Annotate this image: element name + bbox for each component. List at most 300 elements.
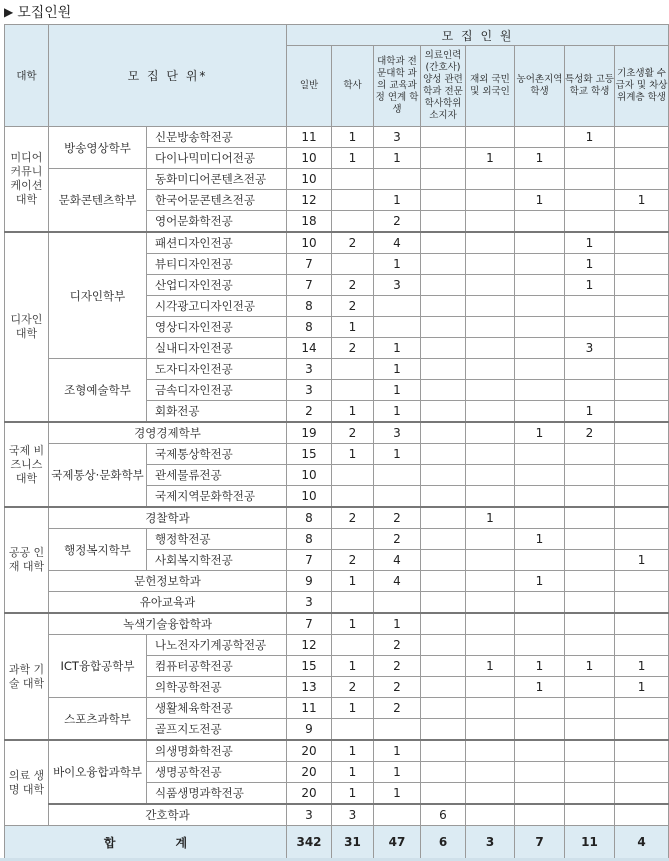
table-row bbox=[5, 804, 669, 826]
quota-cell bbox=[615, 232, 669, 254]
quota-cell: 1 bbox=[374, 444, 421, 465]
total-cell: 6 bbox=[421, 826, 466, 859]
quota-cell bbox=[421, 698, 466, 719]
quota-cell bbox=[515, 380, 565, 401]
quota-cell bbox=[615, 254, 669, 275]
quota-cell: 2 bbox=[332, 550, 374, 571]
quota-cell: 1 bbox=[565, 254, 615, 275]
quota-cell bbox=[466, 592, 515, 614]
quota-cell bbox=[421, 486, 466, 508]
table-row bbox=[5, 169, 669, 190]
major-name: 영어문화학전공 bbox=[147, 211, 287, 233]
major-name: 신문방송학전공 bbox=[147, 127, 287, 148]
quota-cell bbox=[515, 592, 565, 614]
major-name: 나노전자기계공학전공 bbox=[147, 635, 287, 656]
table-row bbox=[5, 592, 669, 614]
total-cell: 11 bbox=[565, 826, 615, 859]
quota-cell bbox=[466, 296, 515, 317]
quota-cell bbox=[515, 296, 565, 317]
quota-cell bbox=[515, 465, 565, 486]
major-name: 행정학전공 bbox=[147, 529, 287, 550]
total-label bbox=[5, 826, 287, 859]
quota-cell bbox=[421, 169, 466, 190]
quota-cell: 1 bbox=[374, 401, 421, 423]
quota-cell bbox=[615, 613, 669, 635]
quota-cell bbox=[615, 444, 669, 465]
quota-cell bbox=[515, 232, 565, 254]
quota-cell bbox=[332, 211, 374, 233]
quota-cell bbox=[615, 296, 669, 317]
quota-cell bbox=[515, 613, 565, 635]
quota-cell: 4 bbox=[374, 232, 421, 254]
quota-cell bbox=[332, 359, 374, 380]
total-label-1: 합 bbox=[103, 835, 116, 850]
quota-cell: 10 bbox=[287, 169, 332, 190]
quota-cell bbox=[615, 592, 669, 614]
quota-cell bbox=[421, 444, 466, 465]
quota-cell bbox=[515, 698, 565, 719]
quota-cell: 3 bbox=[287, 804, 332, 826]
table-row bbox=[5, 613, 669, 635]
quota-cell bbox=[421, 296, 466, 317]
quota-cell bbox=[421, 232, 466, 254]
quota-cell bbox=[565, 465, 615, 486]
major-name: 도자디자인전공 bbox=[147, 359, 287, 380]
quota-cell bbox=[565, 740, 615, 762]
total-label-2: 계 bbox=[175, 835, 188, 850]
quota-cell bbox=[565, 698, 615, 719]
quota-cell: 2 bbox=[374, 677, 421, 698]
quota-cell bbox=[466, 359, 515, 380]
quota-cell: 6 bbox=[421, 804, 466, 826]
quota-cell: 1 bbox=[515, 529, 565, 550]
total-cell: 342 bbox=[287, 826, 332, 859]
quota-cell: 19 bbox=[287, 422, 332, 444]
quota-cell: 18 bbox=[287, 211, 332, 233]
table-row bbox=[5, 127, 669, 148]
quota-cell bbox=[615, 211, 669, 233]
admission-quota-table bbox=[4, 24, 669, 859]
quota-cell: 1 bbox=[565, 401, 615, 423]
quota-cell: 1 bbox=[374, 190, 421, 211]
quota-cell bbox=[615, 762, 669, 783]
quota-cell bbox=[615, 401, 669, 423]
table-row bbox=[5, 571, 669, 592]
college-name: 과학 기술 대학 bbox=[5, 613, 49, 740]
header-col-6: 특성화 고등학교 학생 bbox=[565, 46, 615, 127]
quota-cell bbox=[615, 486, 669, 508]
quota-cell bbox=[466, 677, 515, 698]
quota-cell bbox=[615, 359, 669, 380]
quota-cell: 1 bbox=[515, 677, 565, 698]
quota-cell: 4 bbox=[374, 571, 421, 592]
quota-cell bbox=[515, 338, 565, 359]
quota-cell bbox=[615, 529, 669, 550]
quota-cell bbox=[466, 211, 515, 233]
quota-cell bbox=[332, 529, 374, 550]
quota-cell: 8 bbox=[287, 529, 332, 550]
quota-cell: 15 bbox=[287, 444, 332, 465]
quota-cell bbox=[421, 190, 466, 211]
quota-cell bbox=[615, 148, 669, 169]
quota-cell bbox=[515, 783, 565, 805]
quota-cell bbox=[421, 677, 466, 698]
quota-cell: 1 bbox=[374, 762, 421, 783]
quota-cell: 2 bbox=[374, 211, 421, 233]
quota-cell: 10 bbox=[287, 465, 332, 486]
major-name: 의학공학전공 bbox=[147, 677, 287, 698]
quota-cell: 1 bbox=[374, 380, 421, 401]
quota-cell bbox=[374, 592, 421, 614]
major-name: 의생명화학전공 bbox=[147, 740, 287, 762]
quota-cell bbox=[615, 804, 669, 826]
quota-cell bbox=[515, 211, 565, 233]
quota-cell: 1 bbox=[332, 740, 374, 762]
quota-cell: 3 bbox=[374, 422, 421, 444]
quota-cell bbox=[615, 127, 669, 148]
total-cell: 3 bbox=[466, 826, 515, 859]
quota-cell bbox=[515, 127, 565, 148]
quota-cell bbox=[421, 148, 466, 169]
quota-cell bbox=[421, 359, 466, 380]
quota-cell: 8 bbox=[287, 507, 332, 529]
quota-cell: 2 bbox=[374, 635, 421, 656]
quota-cell bbox=[515, 275, 565, 296]
quota-cell: 11 bbox=[287, 698, 332, 719]
quota-cell bbox=[421, 550, 466, 571]
quota-cell: 1 bbox=[515, 148, 565, 169]
quota-cell: 20 bbox=[287, 783, 332, 805]
quota-cell: 8 bbox=[287, 317, 332, 338]
unit-name: 경영경제학부 bbox=[49, 422, 287, 444]
quota-cell: 10 bbox=[287, 148, 332, 169]
quota-cell bbox=[421, 275, 466, 296]
section-title-text: 모집인원 bbox=[17, 4, 72, 20]
quota-cell bbox=[466, 422, 515, 444]
quota-cell bbox=[332, 465, 374, 486]
college-name: 의료 생명 대학 bbox=[5, 740, 49, 826]
quota-cell bbox=[332, 169, 374, 190]
division-name: 디자인학부 bbox=[49, 232, 147, 359]
college-name: 디자인 대학 bbox=[5, 232, 49, 422]
quota-cell bbox=[466, 804, 515, 826]
quota-cell: 1 bbox=[466, 148, 515, 169]
quota-cell bbox=[466, 698, 515, 719]
quota-cell bbox=[421, 211, 466, 233]
quota-cell bbox=[615, 317, 669, 338]
triangle-bullet-icon: ▶ bbox=[4, 5, 14, 19]
quota-cell bbox=[421, 719, 466, 741]
quota-cell bbox=[332, 635, 374, 656]
major-name: 산업디자인전공 bbox=[147, 275, 287, 296]
major-name: 뷰티디자인전공 bbox=[147, 254, 287, 275]
quota-cell bbox=[565, 190, 615, 211]
quota-cell bbox=[466, 571, 515, 592]
quota-cell: 4 bbox=[374, 550, 421, 571]
quota-cell: 2 bbox=[332, 338, 374, 359]
quota-cell bbox=[615, 719, 669, 741]
major-name: 생활체육학전공 bbox=[147, 698, 287, 719]
quota-cell bbox=[515, 719, 565, 741]
quota-cell: 3 bbox=[374, 127, 421, 148]
quota-cell: 15 bbox=[287, 656, 332, 677]
quota-cell bbox=[466, 635, 515, 656]
quota-cell bbox=[515, 740, 565, 762]
quota-cell: 1 bbox=[374, 740, 421, 762]
division-name: 조형예술학부 bbox=[49, 359, 147, 423]
college-name: 공공 인재 대학 bbox=[5, 507, 49, 613]
quota-cell bbox=[374, 169, 421, 190]
major-name: 실내디자인전공 bbox=[147, 338, 287, 359]
division-name: 국제통상·문화학부 bbox=[49, 444, 147, 508]
quota-cell bbox=[565, 719, 615, 741]
quota-cell: 2 bbox=[287, 401, 332, 423]
quota-cell: 1 bbox=[332, 127, 374, 148]
quota-cell bbox=[421, 254, 466, 275]
quota-cell: 3 bbox=[374, 275, 421, 296]
quota-cell bbox=[421, 762, 466, 783]
table-row bbox=[5, 635, 669, 656]
quota-cell bbox=[515, 169, 565, 190]
quota-cell: 20 bbox=[287, 762, 332, 783]
quota-cell bbox=[615, 740, 669, 762]
quota-cell bbox=[466, 719, 515, 741]
quota-cell bbox=[421, 380, 466, 401]
quota-cell bbox=[515, 762, 565, 783]
quota-cell bbox=[421, 507, 466, 529]
division-name: 바이오융합과학부 bbox=[49, 740, 147, 804]
quota-cell bbox=[615, 422, 669, 444]
quota-cell: 2 bbox=[374, 529, 421, 550]
quota-cell bbox=[565, 444, 615, 465]
major-name: 생명공학전공 bbox=[147, 762, 287, 783]
quota-cell: 1 bbox=[466, 656, 515, 677]
major-name: 골프지도전공 bbox=[147, 719, 287, 741]
header-col-2: 대학과 전문대학 과의 교육과정 연계 학생 bbox=[374, 46, 421, 127]
quota-cell bbox=[615, 169, 669, 190]
quota-cell bbox=[565, 507, 615, 529]
quota-cell: 1 bbox=[565, 656, 615, 677]
quota-cell bbox=[332, 190, 374, 211]
quota-cell bbox=[421, 317, 466, 338]
major-name: 관세물류전공 bbox=[147, 465, 287, 486]
quota-cell: 3 bbox=[287, 359, 332, 380]
quota-cell: 2 bbox=[565, 422, 615, 444]
quota-cell bbox=[466, 486, 515, 508]
quota-cell bbox=[565, 783, 615, 805]
table-row bbox=[5, 359, 669, 380]
quota-cell: 1 bbox=[615, 190, 669, 211]
quota-cell bbox=[515, 507, 565, 529]
major-name: 회화전공 bbox=[147, 401, 287, 423]
quota-cell: 1 bbox=[332, 656, 374, 677]
total-cell: 31 bbox=[332, 826, 374, 859]
unit-name: 경찰학과 bbox=[49, 507, 287, 529]
table-row bbox=[5, 232, 669, 254]
quota-cell: 2 bbox=[332, 275, 374, 296]
quota-cell bbox=[466, 465, 515, 486]
quota-cell: 3 bbox=[332, 804, 374, 826]
major-name: 시각광고디자인전공 bbox=[147, 296, 287, 317]
quota-cell: 1 bbox=[374, 783, 421, 805]
quota-cell bbox=[374, 465, 421, 486]
major-name: 동화미디어콘텐츠전공 bbox=[147, 169, 287, 190]
quota-cell: 1 bbox=[374, 338, 421, 359]
quota-cell: 10 bbox=[287, 486, 332, 508]
major-name: 국제통상학전공 bbox=[147, 444, 287, 465]
quota-cell bbox=[421, 529, 466, 550]
major-name: 사회복지학전공 bbox=[147, 550, 287, 571]
quota-cell: 9 bbox=[287, 719, 332, 741]
quota-cell bbox=[421, 422, 466, 444]
quota-cell: 7 bbox=[287, 550, 332, 571]
quota-cell bbox=[332, 254, 374, 275]
quota-cell: 11 bbox=[287, 127, 332, 148]
quota-cell bbox=[615, 698, 669, 719]
quota-cell bbox=[515, 444, 565, 465]
quota-cell bbox=[466, 550, 515, 571]
quota-cell: 1 bbox=[374, 148, 421, 169]
major-name: 국제지역문화학전공 bbox=[147, 486, 287, 508]
quota-cell bbox=[466, 275, 515, 296]
division-name: 스포츠과학부 bbox=[49, 698, 147, 741]
header-unit: 모 집 단 위* bbox=[49, 25, 287, 127]
quota-cell: 2 bbox=[332, 232, 374, 254]
quota-cell: 9 bbox=[287, 571, 332, 592]
quota-cell bbox=[515, 635, 565, 656]
quota-cell: 1 bbox=[332, 613, 374, 635]
total-cell: 4 bbox=[615, 826, 669, 859]
quota-cell bbox=[615, 507, 669, 529]
header-col-0: 일반 bbox=[287, 46, 332, 127]
quota-cell bbox=[421, 656, 466, 677]
quota-cell: 1 bbox=[565, 232, 615, 254]
major-name: 금속디자인전공 bbox=[147, 380, 287, 401]
quota-cell: 1 bbox=[332, 401, 374, 423]
division-name: 행정복지학부 bbox=[49, 529, 147, 571]
quota-cell bbox=[515, 550, 565, 571]
quota-cell: 1 bbox=[565, 275, 615, 296]
quota-cell: 2 bbox=[332, 422, 374, 444]
quota-cell bbox=[466, 254, 515, 275]
total-row bbox=[5, 826, 669, 859]
quota-cell bbox=[515, 401, 565, 423]
quota-cell: 1 bbox=[515, 656, 565, 677]
quota-cell: 12 bbox=[287, 190, 332, 211]
quota-cell bbox=[466, 317, 515, 338]
quota-cell: 1 bbox=[332, 317, 374, 338]
quota-cell: 1 bbox=[515, 422, 565, 444]
header-college: 대학 bbox=[5, 25, 49, 127]
major-name: 다이나믹미디어전공 bbox=[147, 148, 287, 169]
quota-cell bbox=[565, 211, 615, 233]
quota-cell bbox=[565, 635, 615, 656]
quota-cell: 1 bbox=[615, 677, 669, 698]
quota-cell bbox=[466, 190, 515, 211]
quota-cell bbox=[565, 804, 615, 826]
quota-cell bbox=[466, 127, 515, 148]
table-row bbox=[5, 698, 669, 719]
total-cell: 7 bbox=[515, 826, 565, 859]
quota-cell bbox=[515, 254, 565, 275]
quota-cell: 1 bbox=[515, 571, 565, 592]
quota-cell bbox=[615, 275, 669, 296]
quota-cell: 7 bbox=[287, 254, 332, 275]
header-col-7: 기초생활 수급자 및 차상위계층 학생 bbox=[615, 46, 669, 127]
quota-cell bbox=[332, 486, 374, 508]
college-name: 미디어 커뮤니 케이션 대학 bbox=[5, 127, 49, 233]
quota-cell: 2 bbox=[374, 656, 421, 677]
quota-cell bbox=[466, 401, 515, 423]
quota-cell bbox=[374, 317, 421, 338]
quota-cell: 13 bbox=[287, 677, 332, 698]
quota-cell bbox=[466, 529, 515, 550]
quota-cell bbox=[615, 571, 669, 592]
quota-cell bbox=[374, 719, 421, 741]
quota-cell: 14 bbox=[287, 338, 332, 359]
quota-cell bbox=[466, 613, 515, 635]
quota-cell: 3 bbox=[287, 592, 332, 614]
quota-cell: 2 bbox=[374, 698, 421, 719]
quota-cell: 3 bbox=[287, 380, 332, 401]
major-name: 컴퓨터공학전공 bbox=[147, 656, 287, 677]
quota-cell: 12 bbox=[287, 635, 332, 656]
header-quota: 모 집 인 원 bbox=[287, 25, 669, 46]
header-col-3: 의료인력 (간호사) 양성 관련학과 전문 학사학위 소지자 bbox=[421, 46, 466, 127]
table-row bbox=[5, 529, 669, 550]
quota-cell: 1 bbox=[374, 613, 421, 635]
quota-cell bbox=[565, 359, 615, 380]
quota-cell bbox=[565, 486, 615, 508]
quota-cell bbox=[421, 592, 466, 614]
section-title bbox=[0, 0, 669, 24]
quota-cell bbox=[466, 338, 515, 359]
quota-cell: 20 bbox=[287, 740, 332, 762]
quota-cell: 1 bbox=[332, 148, 374, 169]
quota-cell: 1 bbox=[332, 571, 374, 592]
quota-cell bbox=[421, 613, 466, 635]
quota-cell: 1 bbox=[332, 444, 374, 465]
quota-cell: 1 bbox=[565, 127, 615, 148]
college-name: 국제 비즈니스 대학 bbox=[5, 422, 49, 507]
quota-cell: 1 bbox=[332, 762, 374, 783]
quota-cell bbox=[421, 127, 466, 148]
quota-cell: 7 bbox=[287, 613, 332, 635]
division-name: ICT융합공학부 bbox=[49, 635, 147, 698]
quota-cell bbox=[565, 592, 615, 614]
quota-cell bbox=[565, 148, 615, 169]
quota-cell: 2 bbox=[332, 677, 374, 698]
quota-cell: 1 bbox=[466, 507, 515, 529]
quota-cell: 1 bbox=[615, 656, 669, 677]
quota-cell bbox=[565, 169, 615, 190]
major-name: 패션디자인전공 bbox=[147, 232, 287, 254]
quota-cell bbox=[466, 169, 515, 190]
quota-cell bbox=[466, 740, 515, 762]
quota-cell: 2 bbox=[332, 507, 374, 529]
quota-cell bbox=[615, 635, 669, 656]
quota-cell: 1 bbox=[615, 550, 669, 571]
quota-cell bbox=[565, 529, 615, 550]
quota-cell: 7 bbox=[287, 275, 332, 296]
quota-cell bbox=[515, 317, 565, 338]
quota-cell bbox=[332, 380, 374, 401]
quota-cell: 1 bbox=[332, 783, 374, 805]
quota-cell bbox=[615, 783, 669, 805]
quota-cell bbox=[466, 783, 515, 805]
quota-cell bbox=[421, 783, 466, 805]
quota-cell bbox=[615, 465, 669, 486]
